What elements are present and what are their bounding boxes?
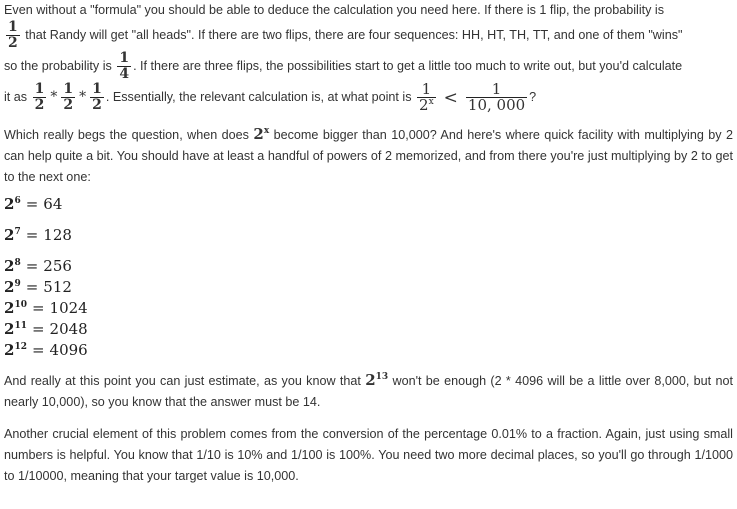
power-row: $2^8 = 256$ xyxy=(4,257,72,275)
text-segment: become bigger than 10,000? And here's where quick facility with multiplying by 2 can help quite a bit. You should have at least a handful of powers of 2 memorized, and from there you're just multiplying by 2 to get to the next one: xyxy=(4,128,733,184)
power-row: $2^{11} = 2048$ xyxy=(4,320,88,338)
text-segment: Even without a "formula" you should be able to deduce the calculation you need here. If there is 1 flip, the probability is xyxy=(4,3,665,17)
text-segment: that Randy will get "all heads". If there are two flips, there are four sequences: HH, HT, TH, TT, and one of them "wins" xyxy=(25,27,683,42)
power-row: $2^9 = 512$ xyxy=(4,278,72,296)
power-row: $2^7 = 128$ xyxy=(4,226,72,244)
text-segment: . Essentially, the relevant calculation is, at what point is xyxy=(105,89,412,104)
fraction-one-half: $\frac{1}{2}$ xyxy=(8,19,18,51)
fraction-one-half: $\frac{1}{2}$ xyxy=(92,81,102,113)
power-row: $2^{12} = 4096$ xyxy=(4,341,88,359)
times-operator: * xyxy=(79,88,87,105)
powers-of-two-list xyxy=(4,194,733,361)
times-operator: * xyxy=(50,88,58,105)
power-row: $2^6 = 64$ xyxy=(4,195,63,213)
text-segment: ? xyxy=(529,89,537,104)
fraction-one-over-ten-thousand: $\frac{1}{10, 000}$ xyxy=(467,80,526,114)
paragraph-estimate xyxy=(4,370,733,413)
fraction-one-half: $\frac{1}{2}$ xyxy=(34,81,45,113)
power-row: $2^{10} = 1024$ xyxy=(4,299,88,317)
paragraph-powers-question xyxy=(4,124,733,188)
text-segment: And really at this point you can just estimate, as you know that xyxy=(4,374,361,388)
text-segment: won't be enough (2 * 4096 will be a little over 8,000, but not nearly 10,000), so you know that the answer must be 14. xyxy=(4,374,733,409)
text-segment: it as xyxy=(4,89,28,104)
paragraph-percentage-conversion xyxy=(4,424,733,487)
fraction-one-over-two-to-x: $\frac{1}{2^x}$ xyxy=(419,80,434,114)
power-expression: 2$^x$ xyxy=(253,125,270,143)
paragraph-probability-intro xyxy=(4,0,733,113)
text-segment: Which really begs the question, when does xyxy=(4,128,249,142)
power-expression: $2^{13}$ xyxy=(365,371,389,389)
text-segment: so the probability is xyxy=(4,58,112,73)
text-segment: Another crucial element of this problem comes from the conversion of the percentage 0.01% to a fraction. Again, just using small numbers is helpful. You know that 1/10 is 10% and 1/100 is 100%. You need two more decimal places, so you'll go through 1/1000 to 1/10000, meaning that your target value is 10,000. xyxy=(4,427,733,483)
fraction-one-half: $\frac{1}{2}$ xyxy=(63,81,74,113)
text-segment: . If there are three flips, the possibilities start to get a little too much to write out, but you'd calculate xyxy=(133,58,683,73)
less-than-operator: < xyxy=(443,87,458,108)
fraction-one-quarter: $\frac{1}{4}$ xyxy=(119,50,130,82)
